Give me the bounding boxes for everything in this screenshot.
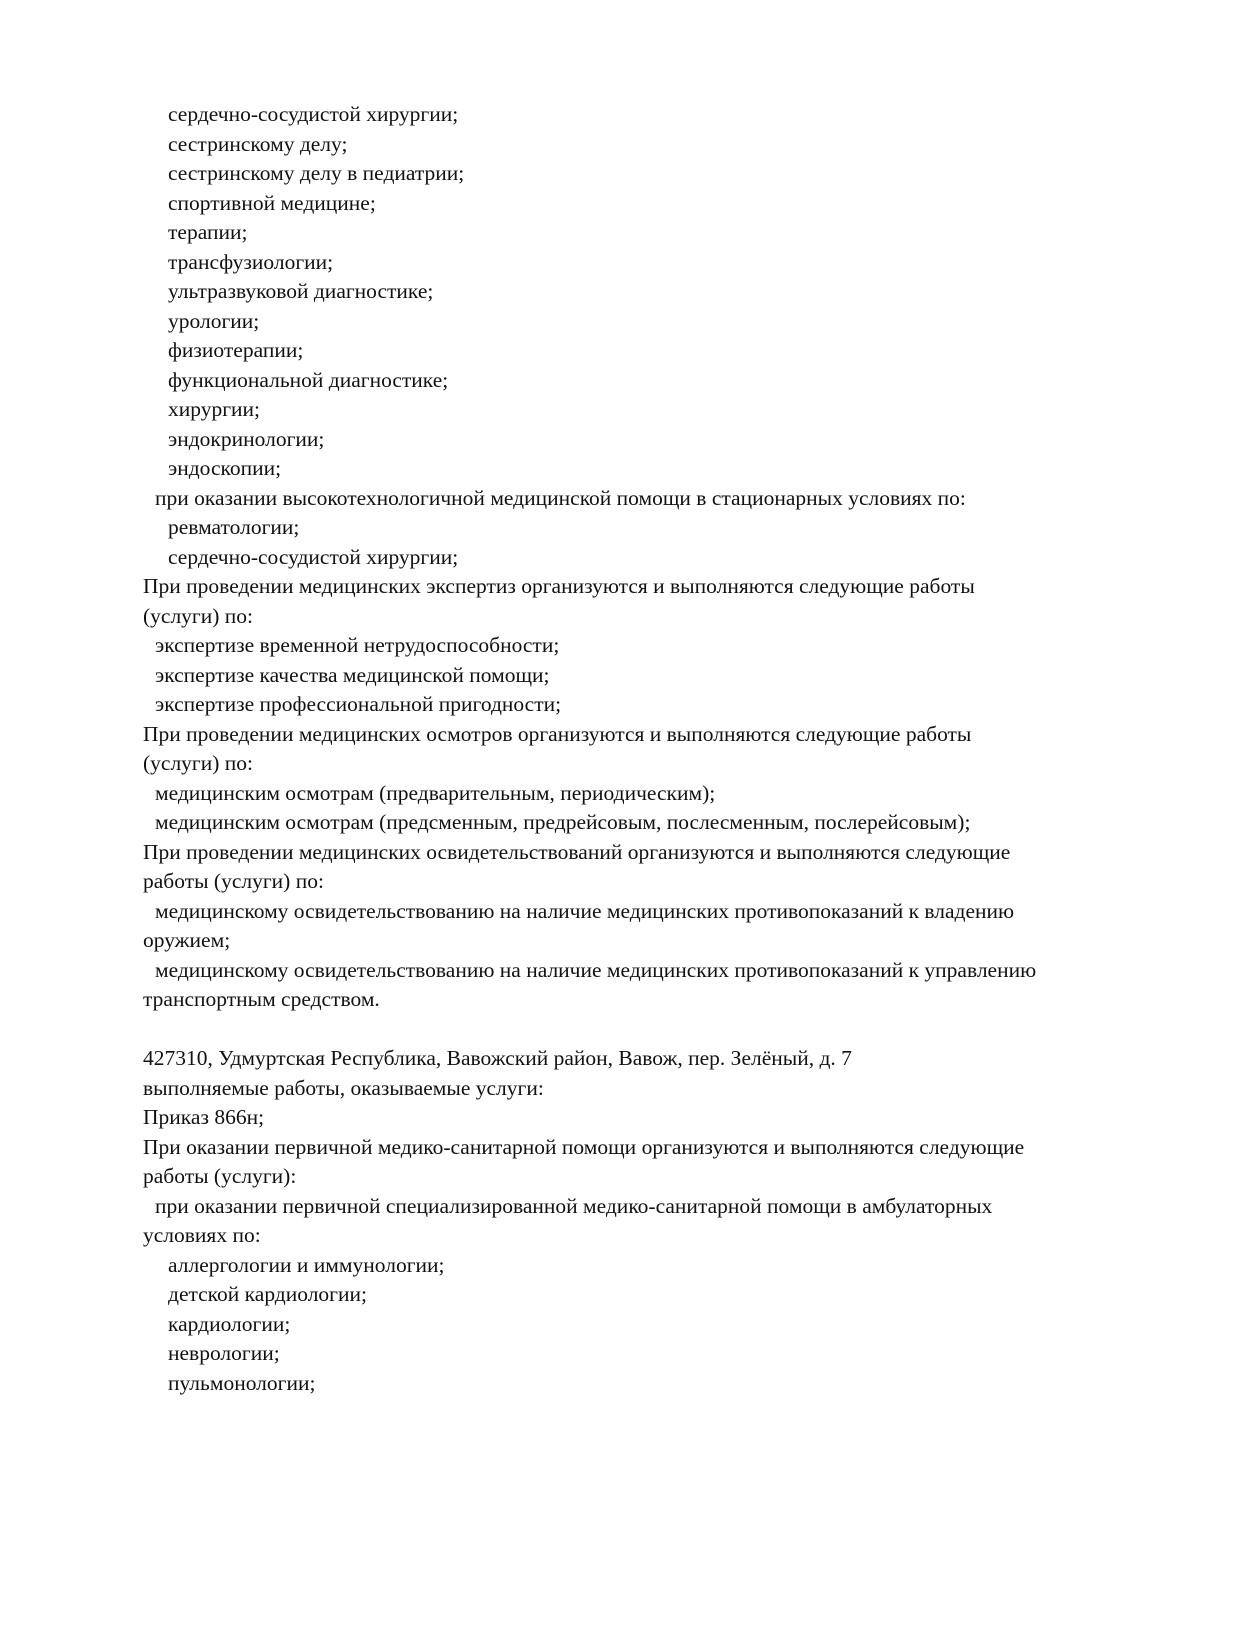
list-item: экспертизе качества медицинской помощи; bbox=[155, 662, 550, 687]
paragraph-line: При проведении медицинских осмотров организуются и выполняются следующие работы bbox=[143, 721, 972, 746]
sub-list-item: ревматологии; bbox=[168, 515, 300, 539]
sub-list-item: физиотерапии; bbox=[168, 338, 304, 362]
sub-list-item: трансфузиологии; bbox=[168, 249, 334, 274]
sub-list-item: сердечно-сосудистой хирургии; bbox=[168, 102, 459, 126]
sub-list-item: неврологии; bbox=[168, 1341, 280, 1365]
sub-list-item: спортивной медицине; bbox=[168, 190, 376, 215]
list-item: экспертизе профессиональной пригодности; bbox=[155, 692, 562, 716]
sub-list-item: хирургии; bbox=[168, 397, 261, 421]
paragraph-line: условиях по: bbox=[143, 1223, 261, 1247]
paragraph-line: При проведении медицинских освидетельствований организуются и выполняются следующие bbox=[143, 839, 1011, 864]
paragraph-line: работы (услуги) по: bbox=[143, 869, 324, 893]
sub-list-item: эндокринологии; bbox=[168, 426, 325, 451]
sub-list-item: сестринскому делу в педиатрии; bbox=[168, 161, 465, 185]
sub-list-item: кардиологии; bbox=[168, 1311, 291, 1336]
list-item: медицинскому освидетельствованию на наличие медицинских противопоказаний к управлению bbox=[155, 957, 1037, 982]
paragraph-line: Приказ 866н; bbox=[143, 1105, 265, 1129]
list-item: медицинскому освидетельствованию на наличие медицинских противопоказаний к владению bbox=[155, 898, 1015, 923]
paragraph-line: При оказании первичной медико-санитарной помощи организуются и выполняются следующие bbox=[143, 1134, 1025, 1159]
sub-list-item: урологии; bbox=[168, 308, 260, 333]
sub-list-item: детской кардиологии; bbox=[168, 1282, 367, 1306]
paragraph-line: транспортным средством. bbox=[143, 987, 380, 1011]
paragraph-line: выполняемые работы, оказываемые услуги: bbox=[143, 1075, 544, 1100]
sub-list-item: функциональной диагностике; bbox=[168, 367, 449, 392]
paragraph-line: При проведении медицинских экспертиз организуются и выполняются следующие работы bbox=[143, 574, 975, 598]
list-item: при оказании первичной специализированной медико-санитарной помощи в амбулаторных bbox=[155, 1193, 993, 1218]
paragraph-line: (услуги) по: bbox=[143, 603, 254, 628]
blank-line bbox=[143, 1015, 1153, 1045]
paragraph-line: (услуги) по: bbox=[143, 751, 254, 775]
list-item: при оказании высокотехнологичной медицинской помощи в стационарных условиях по: bbox=[155, 485, 966, 510]
list-item: медицинским осмотрам (предсменным, предрейсовым, послесменным, послерейсовым); bbox=[155, 810, 971, 834]
paragraph-line: 427310, Удмуртская Республика, Вавожский район, Вавож, пер. Зелёный, д. 7 bbox=[143, 1046, 852, 1070]
sub-list-item: ультразвуковой диагностике; bbox=[168, 279, 434, 303]
sub-list-item: эндоскопии; bbox=[168, 456, 282, 480]
sub-list-item: сестринскому делу; bbox=[168, 131, 348, 156]
list-item: экспертизе временной нетрудоспособности; bbox=[155, 633, 560, 657]
list-item: медицинским осмотрам (предварительным, периодическим); bbox=[155, 780, 716, 805]
sub-list-item: терапии; bbox=[168, 220, 248, 244]
paragraph-line: работы (услуги): bbox=[143, 1164, 297, 1188]
document-body bbox=[143, 100, 1153, 1398]
sub-list-item: пульмонологии; bbox=[168, 1370, 316, 1395]
sub-list-item: сердечно-сосудистой хирургии; bbox=[168, 544, 459, 569]
sub-list-item: аллергологии и иммунологии; bbox=[168, 1252, 445, 1277]
paragraph-line: оружием; bbox=[143, 928, 231, 952]
